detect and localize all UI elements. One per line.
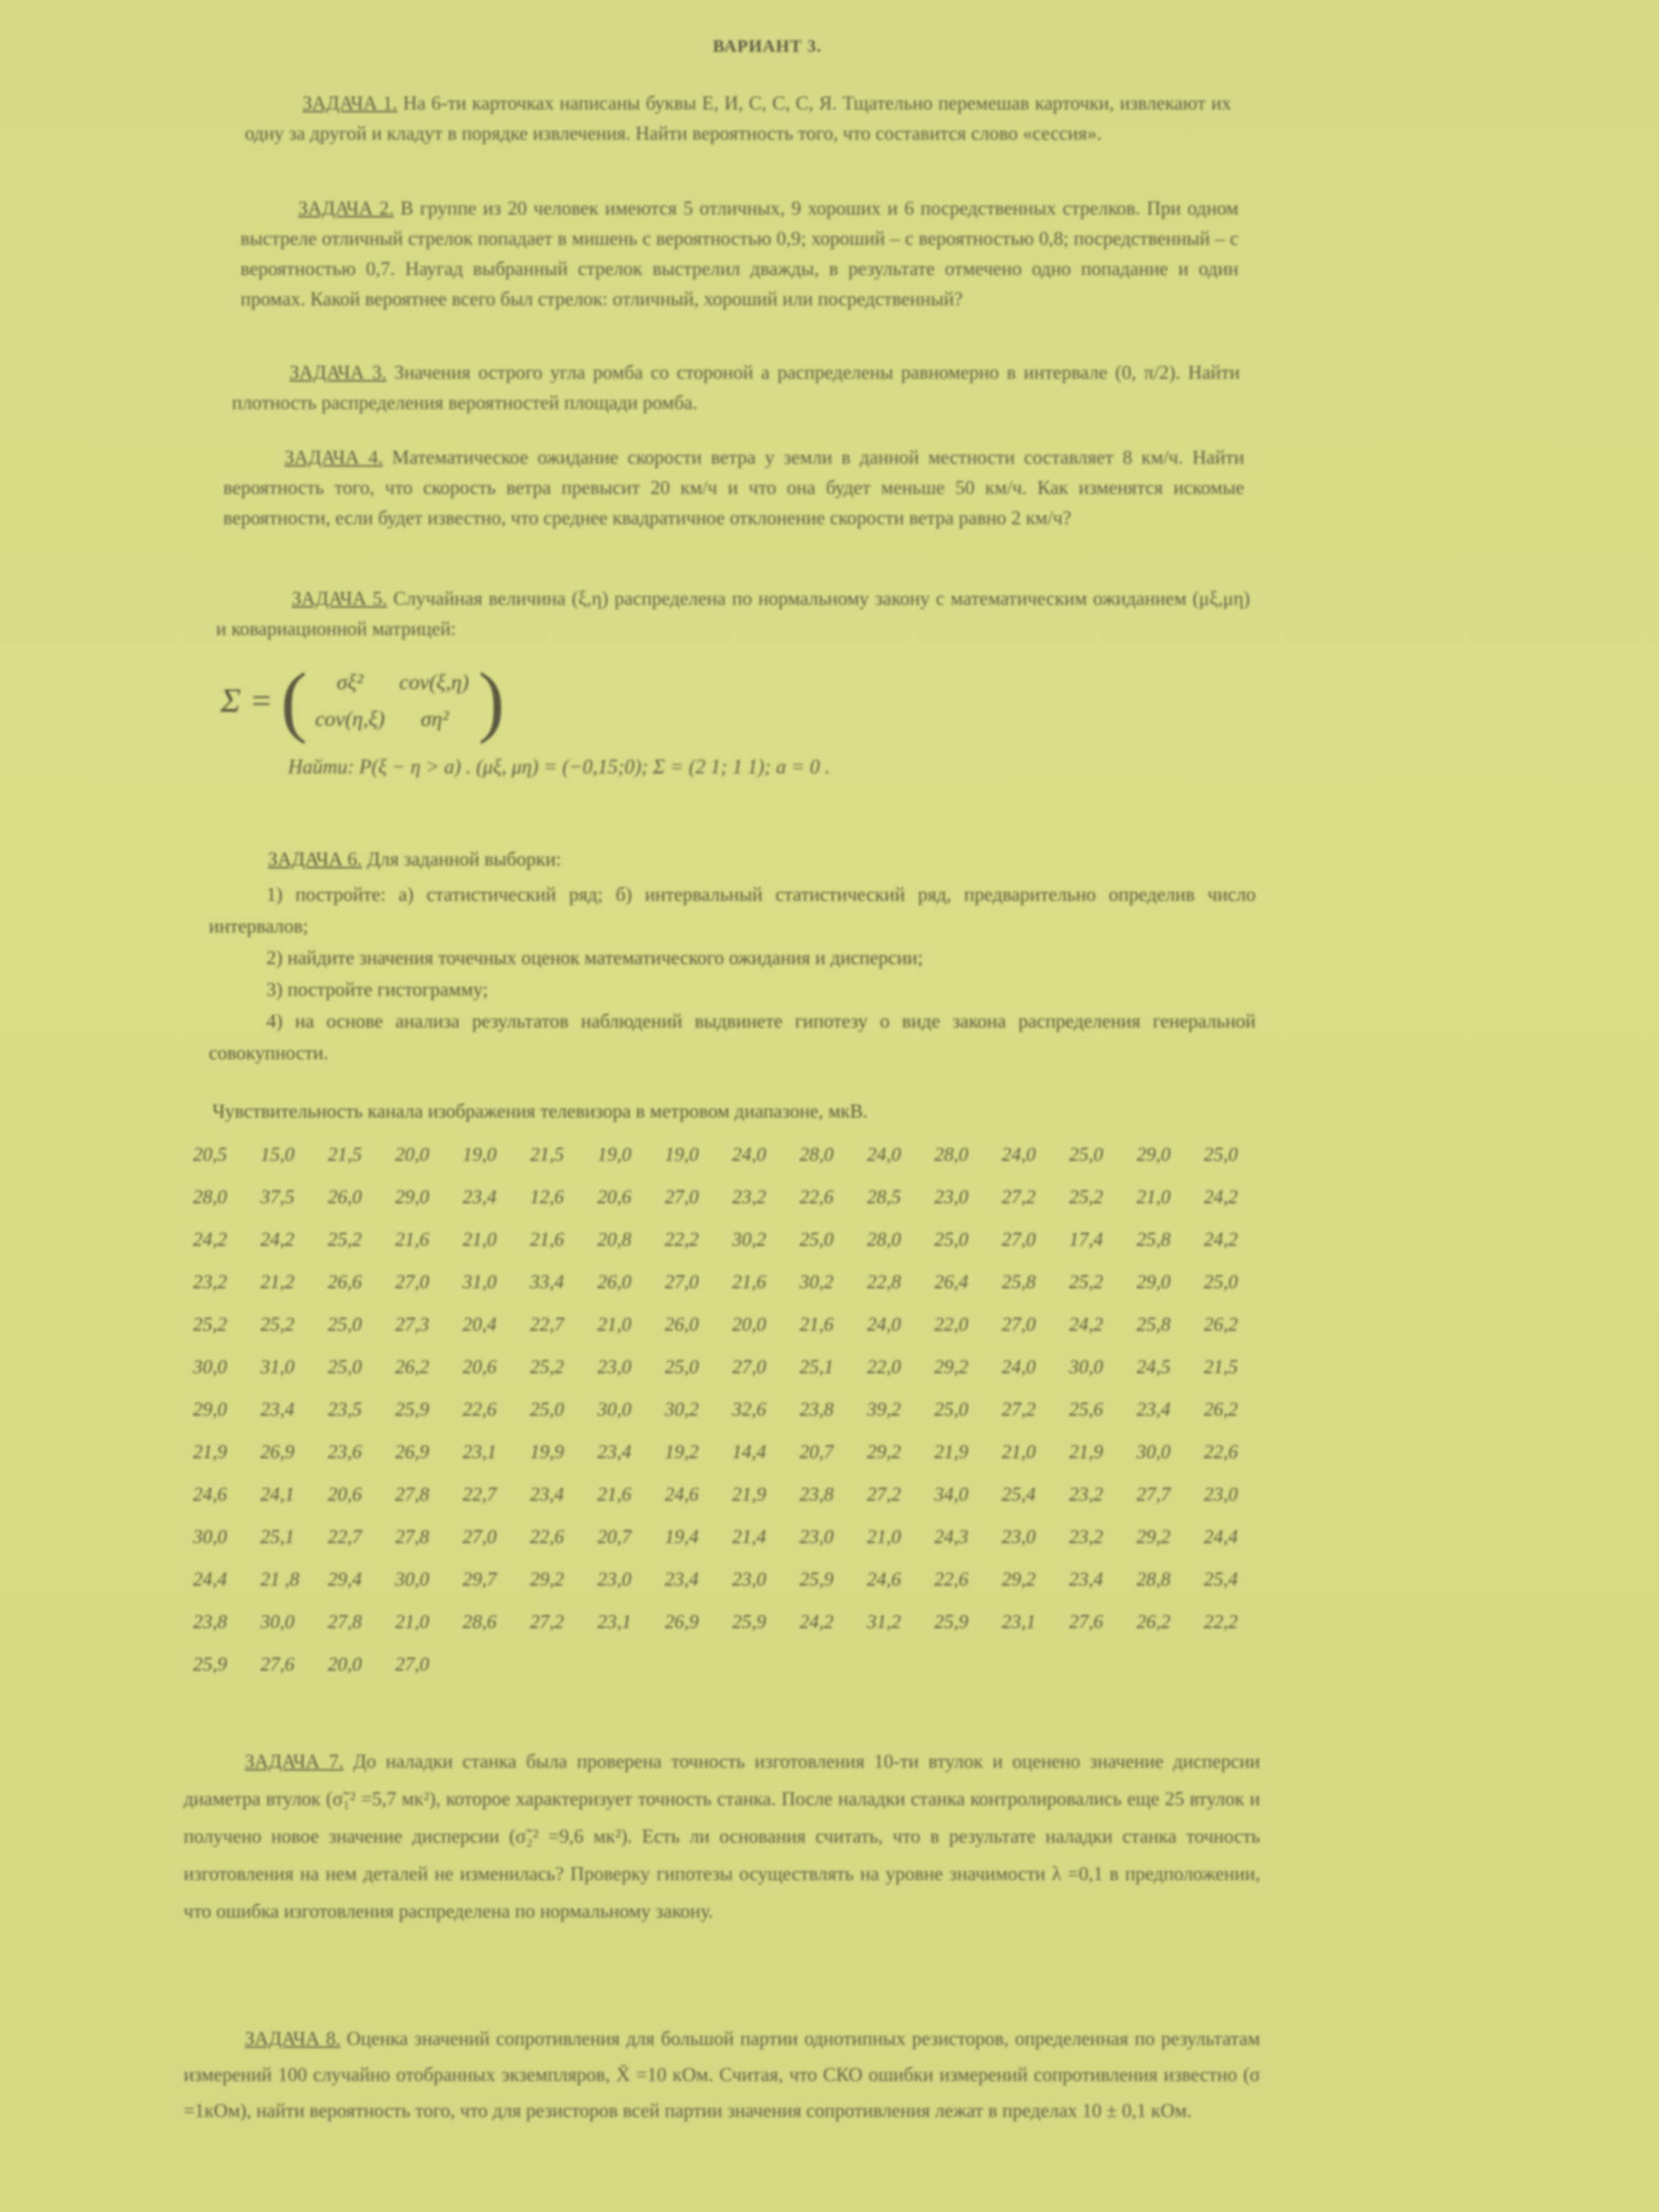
sample-cell: 31,0	[462, 1271, 497, 1292]
task-heading: ЗАДАЧА 1.	[302, 92, 397, 114]
sample-cell: 25,4	[1002, 1483, 1036, 1505]
sample-cell: 20,6	[597, 1186, 631, 1208]
sample-cell: 23,4	[1069, 1568, 1103, 1590]
task-heading: ЗАДАЧА 7.	[245, 1750, 344, 1772]
task-heading: ЗАДАЧА 3.	[289, 361, 387, 383]
task-5-find: Найти: P(ξ − η > a) . (μξ, μη) = (−0,15;0); Σ = (2 1; 1 1); a = 0 .	[288, 756, 830, 778]
sample-cell: 24,2	[1203, 1228, 1238, 1250]
sample-cell: 27,6	[1069, 1611, 1103, 1632]
sample-cell: 25,9	[934, 1611, 968, 1632]
sample-cell: 27,0	[732, 1356, 766, 1377]
task-5	[216, 583, 1250, 644]
sample-cell: 17,4	[1069, 1228, 1103, 1250]
sample-cell: 30,2	[732, 1228, 766, 1250]
sample-cell: 22,7	[462, 1483, 497, 1505]
sample-cell: 27,2	[1002, 1186, 1036, 1208]
sample-cell: 21,0	[597, 1313, 631, 1335]
sample-cell: 30,2	[799, 1271, 834, 1292]
sample-cell: 21,5	[1203, 1356, 1238, 1377]
sample-cell: 24,2	[260, 1228, 295, 1250]
sample-cell: 19,4	[665, 1526, 699, 1547]
sample-table	[193, 1143, 1273, 1696]
table-row	[193, 1611, 1273, 1653]
sample-cell: 26,9	[665, 1611, 699, 1632]
table-row	[193, 1653, 1273, 1696]
task-text: В группе из 20 человек имеются 5 отличных, 9 хороших и 6 посредственных стрелков. При одном выстреле отличный стрелок попадает в мишень с вероятностью 0,9; хороший – с вероятностью 0,8; посредственный – с вероятностью 0,7. Наугад выбранный стрелок выстрелил дважды, в результате отмечено одно попадание и один промах. Какой вероятнее всего был стрелок: отличный, хороший или посредственный?	[240, 197, 1239, 310]
task-6-heading-line	[268, 848, 561, 871]
sample-cell: 22,7	[529, 1313, 565, 1335]
task-heading: ЗАДАЧА 8.	[245, 2028, 341, 2049]
sample-cell: 25,2	[260, 1313, 295, 1335]
sample-cell: 23,0	[1203, 1483, 1238, 1505]
sample-cell: 19,0	[462, 1143, 497, 1165]
sample-cell: 22,6	[462, 1398, 497, 1420]
task-1	[245, 88, 1231, 148]
sample-cell: 24,4	[1203, 1526, 1238, 1547]
sample-cell: 26,2	[1203, 1398, 1238, 1420]
sample-cell: 20,8	[597, 1228, 631, 1250]
sample-cell: 15,0	[260, 1143, 295, 1165]
sample-cell: 20,0	[732, 1313, 766, 1335]
sample-cell: 24,6	[665, 1483, 699, 1505]
sample-cell: 24,5	[1136, 1356, 1171, 1377]
sample-cell: 23,2	[732, 1186, 766, 1208]
sample-cell: 22,0	[866, 1356, 902, 1377]
sample-cell: 27,0	[1002, 1313, 1036, 1335]
task-text: Случайная величина (ξ,η) распределена по нормальному закону с математическим ожиданием (μξ,μη) и ковариационной матрицей:	[216, 588, 1251, 639]
sample-cell: 21,0	[395, 1611, 430, 1632]
sample-cell: 26,9	[395, 1441, 430, 1462]
sample-cell: 33,4	[529, 1271, 565, 1292]
sample-cell: 23,4	[1136, 1398, 1171, 1420]
matrix-a21: cov(η,ξ)	[315, 706, 385, 731]
table-row	[193, 1398, 1273, 1441]
sample-cell: 26,2	[1136, 1611, 1171, 1632]
sample-cell: 27,0	[665, 1271, 699, 1292]
sample-cell: 39,2	[866, 1398, 902, 1420]
sample-cell: 25,0	[799, 1228, 834, 1250]
sample-cell: 25,2	[193, 1313, 228, 1335]
task-6-items	[209, 878, 1256, 1069]
sample-cell: 23,6	[328, 1441, 362, 1462]
sample-cell: 29,2	[934, 1356, 968, 1377]
sample-cell: 27,0	[665, 1186, 699, 1208]
table-row	[193, 1143, 1273, 1186]
sample-cell: 21,4	[732, 1526, 766, 1547]
sample-cell: 25,0	[1069, 1143, 1103, 1165]
sample-cell: 27,0	[462, 1526, 497, 1547]
sample-cell: 25,0	[934, 1398, 968, 1420]
sample-cell: 25,6	[1069, 1398, 1103, 1420]
sample-cell: 23,0	[732, 1568, 766, 1590]
sample-cell: 20,5	[193, 1143, 228, 1165]
sample-cell: 30,0	[260, 1611, 295, 1632]
sample-cell: 26,2	[395, 1356, 430, 1377]
sample-cell: 31,0	[260, 1356, 295, 1377]
sample-cell: 25,9	[193, 1653, 228, 1675]
task-text: На 6-ти карточках написаны буквы Е, И, С, С, С, Я. Тщательно перемешав карточки, извлекают их одну за другой и кладут в порядке извлечения. Найти вероятность того, что составится слово «сессия».	[245, 92, 1232, 144]
sample-cell: 25,1	[799, 1356, 834, 1377]
sample-cell: 28,0	[193, 1186, 228, 1208]
sample-cell: 26,0	[597, 1271, 631, 1292]
sample-cell: 26,9	[260, 1441, 295, 1462]
sample-cell: 27,2	[1002, 1398, 1036, 1420]
sample-cell: 24,0	[732, 1143, 766, 1165]
sample-cell: 25,8	[1136, 1228, 1171, 1250]
sample-cell: 12,6	[529, 1186, 565, 1208]
task-text: Математическое ожидание скорости ветра у земли в данной местности составляет 8 км/ч. Найти вероятность того, что скорость ветра превысит 20 км/ч и что она будет меньше 50 км/ч. Как изменятся искомые вероятности, если будет известно, что среднее квадратичное отклонение скорости ветра равно 2 км/ч?	[223, 446, 1245, 529]
sample-cell: 28,0	[934, 1143, 968, 1165]
sample-cell: 25,0	[328, 1313, 362, 1335]
sample-cell: 26,0	[328, 1186, 362, 1208]
sigma-symbol: Σ =	[220, 681, 273, 720]
sample-cell: 23,4	[597, 1441, 631, 1462]
sample-cell: 22,6	[799, 1186, 834, 1208]
table-row	[193, 1526, 1273, 1568]
sample-cell: 23,0	[597, 1356, 631, 1377]
sample-cell: 22,6	[934, 1568, 968, 1590]
sample-cell: 23,4	[462, 1186, 497, 1208]
sample-cell: 23,0	[934, 1186, 968, 1208]
sample-cell: 27,3	[395, 1313, 430, 1335]
sample-cell: 28,8	[1136, 1568, 1171, 1590]
task-item: 3) постройте гистограмму;	[266, 979, 488, 1000]
matrix-a22: ση²	[421, 706, 449, 731]
sample-cell: 21,9	[934, 1441, 968, 1462]
sample-cell: 21,9	[1069, 1441, 1103, 1462]
sample-cell: 29,2	[1002, 1568, 1036, 1590]
sample-cell: 22,7	[328, 1526, 362, 1547]
sample-cell: 20,0	[395, 1143, 430, 1165]
sample-cell: 25,0	[934, 1228, 968, 1250]
task-text: Оценка значений сопротивления для большой партии однотипных резисторов, определенная по результатам измерений 100 случайно отобранных экземпляров, X̄ =10 кОм. Считая, что СКО ошибки измерений сопротивления известно (σ =1кОм), найти вероятность того, что для резисторов всей партии значения сопротивления лежат в пределах 10 ± 0,1 кОм.	[184, 2028, 1260, 2121]
task-4	[223, 442, 1244, 533]
table-row	[193, 1271, 1273, 1313]
sample-cell: 27,2	[529, 1611, 565, 1632]
sample-cell: 30,0	[395, 1568, 430, 1590]
sample-cell: 25,9	[732, 1611, 766, 1632]
sample-cell: 24,4	[193, 1568, 228, 1590]
sample-cell: 22,6	[529, 1526, 565, 1547]
sample-cell: 22,2	[1203, 1611, 1238, 1632]
sample-cell: 24,6	[866, 1568, 902, 1590]
sample-cell: 21,0	[1136, 1186, 1171, 1208]
sample-cell: 19,2	[665, 1441, 699, 1462]
sample-cell: 26,6	[328, 1271, 362, 1292]
sample-cell: 23,2	[1069, 1483, 1103, 1505]
task-heading: ЗАДАЧА 4.	[284, 446, 383, 468]
sample-cell: 25,0	[529, 1398, 565, 1420]
sample-cell: 24,2	[193, 1228, 228, 1250]
sample-cell: 21,0	[1002, 1441, 1036, 1462]
sample-cell: 21,6	[799, 1313, 834, 1335]
sample-cell: 23,8	[799, 1483, 834, 1505]
sample-cell: 22,0	[934, 1313, 968, 1335]
sample-cell: 23,0	[597, 1568, 631, 1590]
sample-cell: 26,0	[665, 1313, 699, 1335]
sample-cell: 20,4	[462, 1313, 497, 1335]
sample-cell: 27,8	[328, 1611, 362, 1632]
sample-cell: 28,6	[462, 1611, 497, 1632]
page-title: ВАРИАНТ 3.	[713, 37, 822, 56]
sample-cell: 30,0	[1136, 1441, 1171, 1462]
task-3	[232, 357, 1240, 418]
sample-cell: 21,0	[462, 1228, 497, 1250]
task-heading: ЗАДАЧА 6.	[268, 848, 362, 870]
sample-cell: 24,1	[260, 1483, 295, 1505]
sample-cell: 26,2	[1203, 1313, 1238, 1335]
sample-cell: 37,5	[260, 1186, 295, 1208]
sample-cell: 20,6	[462, 1356, 497, 1377]
sample-cell: 21 ,8	[260, 1568, 300, 1590]
sample-cell: 34,0	[934, 1483, 968, 1505]
task-text: Значения острого угла ромба со стороной a распределены равномерно в интервале (0, π/2). Найти плотность распределения вероятностей площади ромба.	[232, 361, 1241, 413]
sample-cell: 24,2	[799, 1611, 834, 1632]
sample-cell: 23,4	[260, 1398, 295, 1420]
sample-cell: 29,2	[1136, 1526, 1171, 1547]
sample-cell: 30,0	[193, 1356, 228, 1377]
sample-cell: 20,6	[328, 1483, 362, 1505]
sample-cell: 21,9	[193, 1441, 228, 1462]
sample-cell: 24,0	[1002, 1356, 1036, 1377]
sample-cell: 25,0	[328, 1356, 362, 1377]
sample-cell: 25,2	[529, 1356, 565, 1377]
sample-cell: 20,0	[328, 1653, 362, 1675]
task-intro: Для заданной выборки:	[367, 848, 562, 870]
sample-cell: 27,8	[395, 1526, 430, 1547]
task-2	[240, 193, 1238, 314]
table-row	[193, 1228, 1273, 1271]
sample-cell: 24,0	[1002, 1143, 1036, 1165]
sample-cell: 21,6	[529, 1228, 565, 1250]
sample-cell: 27,0	[395, 1653, 430, 1675]
sample-cell: 27,6	[260, 1653, 295, 1675]
sample-cell: 23,8	[193, 1611, 228, 1632]
sample-cell: 30,0	[193, 1526, 228, 1547]
sample-cell: 32,6	[732, 1398, 766, 1420]
sample-cell: 23,1	[462, 1441, 497, 1462]
sample-cell: 23,8	[799, 1398, 834, 1420]
task-7	[184, 1743, 1260, 1930]
sample-cell: 25,2	[1069, 1186, 1103, 1208]
sample-cell: 21,2	[260, 1271, 295, 1292]
sample-cell: 25,0	[665, 1356, 699, 1377]
sample-cell: 30,2	[665, 1398, 699, 1420]
sample-cell: 26,4	[934, 1271, 968, 1292]
table-row	[193, 1568, 1273, 1611]
sample-cell: 28,5	[866, 1186, 902, 1208]
sample-cell: 25,4	[1203, 1568, 1238, 1590]
sample-cell: 25,2	[328, 1228, 362, 1250]
sample-cell: 23,2	[1069, 1526, 1103, 1547]
sample-cell: 24,3	[934, 1526, 968, 1547]
sample-cell: 23,1	[1002, 1611, 1036, 1632]
sample-cell: 29,7	[462, 1568, 497, 1590]
task-heading: ЗАДАЧА 2.	[298, 197, 395, 219]
sample-cell: 20,7	[597, 1526, 631, 1547]
sample-cell: 21,6	[732, 1271, 766, 1292]
sample-cell: 21,6	[597, 1483, 631, 1505]
table-row	[193, 1313, 1273, 1356]
sample-cell: 22,8	[866, 1271, 902, 1292]
task-8	[184, 2020, 1260, 2128]
task-item: 4) на основе анализа результатов наблюдений выдвинете гипотезу о виде закона распределения генеральной совокупности.	[209, 1010, 1256, 1064]
sample-cell: 24,2	[1069, 1313, 1103, 1335]
sample-cell: 29,2	[529, 1568, 565, 1590]
matrix-a12: cov(ξ,η)	[399, 670, 469, 694]
sample-cell: 22,2	[665, 1228, 699, 1250]
sample-cell: 28,0	[866, 1228, 902, 1250]
sample-cell: 23,0	[1002, 1526, 1036, 1547]
sample-cell: 24,2	[1203, 1186, 1238, 1208]
sample-cell: 27,0	[1002, 1228, 1036, 1250]
sample-cell: 27,7	[1136, 1483, 1171, 1505]
task-heading: ЗАДАЧА 5.	[292, 588, 387, 609]
sample-cell: 30,0	[597, 1398, 631, 1420]
table-row	[193, 1441, 1273, 1483]
sample-cell: 27,8	[395, 1483, 430, 1505]
sample-cell: 21,6	[395, 1228, 430, 1250]
sample-cell: 25,8	[1002, 1271, 1036, 1292]
sample-cell: 25,8	[1136, 1313, 1171, 1335]
sample-cell: 29,2	[866, 1441, 902, 1462]
sample-cell: 29,0	[193, 1398, 228, 1420]
table-row	[193, 1186, 1273, 1228]
sample-cell: 27,0	[395, 1271, 430, 1292]
right-paren: )	[478, 657, 505, 745]
sample-cell: 25,0	[1203, 1143, 1238, 1165]
sample-cell: 21,5	[328, 1143, 362, 1165]
sample-cell: 22,6	[1203, 1441, 1238, 1462]
sample-cell: 20,7	[799, 1441, 834, 1462]
sample-cell: 24,0	[866, 1313, 902, 1335]
task-item: 1) постройте: а) статистический ряд; б) интервальный статистический ряд, предварительно определив число интервалов;	[209, 884, 1256, 937]
sample-cell: 24,0	[866, 1143, 902, 1165]
sample-cell: 23,4	[665, 1568, 699, 1590]
sample-cell: 19,9	[529, 1441, 565, 1462]
task-item: 2) найдите значения точечных оценок математического ожидания и дисперсии;	[266, 947, 923, 968]
sample-cell: 19,0	[665, 1143, 699, 1165]
sample-cell: 23,0	[799, 1526, 834, 1547]
left-paren: (	[280, 657, 307, 745]
sample-cell: 23,2	[193, 1271, 228, 1292]
sample-cell: 23,1	[597, 1611, 631, 1632]
sample-caption: Чувствительность канала изображения телевизора в метровом диапазоне, мкВ.	[212, 1100, 868, 1122]
table-row	[193, 1483, 1273, 1526]
sample-cell: 29,0	[1136, 1271, 1171, 1292]
sample-cell: 24,6	[193, 1483, 228, 1505]
sample-cell: 31,2	[866, 1611, 902, 1632]
sample-cell: 21,5	[529, 1143, 565, 1165]
matrix-a11: σξ²	[336, 670, 364, 694]
sample-cell: 23,5	[328, 1398, 362, 1420]
sample-cell: 23,4	[529, 1483, 565, 1505]
sample-cell: 21,0	[866, 1526, 902, 1547]
sample-cell: 21,9	[732, 1483, 766, 1505]
sample-cell: 25,9	[395, 1398, 430, 1420]
sample-cell: 25,9	[799, 1568, 834, 1590]
covariance-matrix	[220, 657, 505, 745]
sample-cell: 25,1	[260, 1526, 295, 1547]
task-text: До наладки станка была проверена точность изготовления 10-ти втулок и оценено значение дисперсии диаметра втулок (σ̃₁² =5,7 мк²), которое характеризует точность станка. После наладки станка контролировались еще 25 втулок и получено новое значение дисперсии (σ̃₂² =9,6 мк²). Есть ли основания считать, что в результате наладки станка точность изготовления на нем деталей не изменилась? Проверку гипотезы осуществлять на уровне значимости λ =0,1 в предположении, что ошибка изготовления распределена по нормальному закону.	[184, 1750, 1261, 1922]
sample-cell: 19,0	[597, 1143, 631, 1165]
sample-cell: 29,0	[1136, 1143, 1171, 1165]
sample-cell: 14,4	[732, 1441, 766, 1462]
sample-cell: 29,0	[395, 1186, 430, 1208]
sample-cell: 29,4	[328, 1568, 362, 1590]
sample-cell: 27,2	[866, 1483, 902, 1505]
sample-cell: 25,0	[1203, 1271, 1238, 1292]
sample-cell: 25,2	[1069, 1271, 1103, 1292]
table-row	[193, 1356, 1273, 1398]
sample-cell: 28,0	[799, 1143, 834, 1165]
sample-cell: 30,0	[1069, 1356, 1103, 1377]
